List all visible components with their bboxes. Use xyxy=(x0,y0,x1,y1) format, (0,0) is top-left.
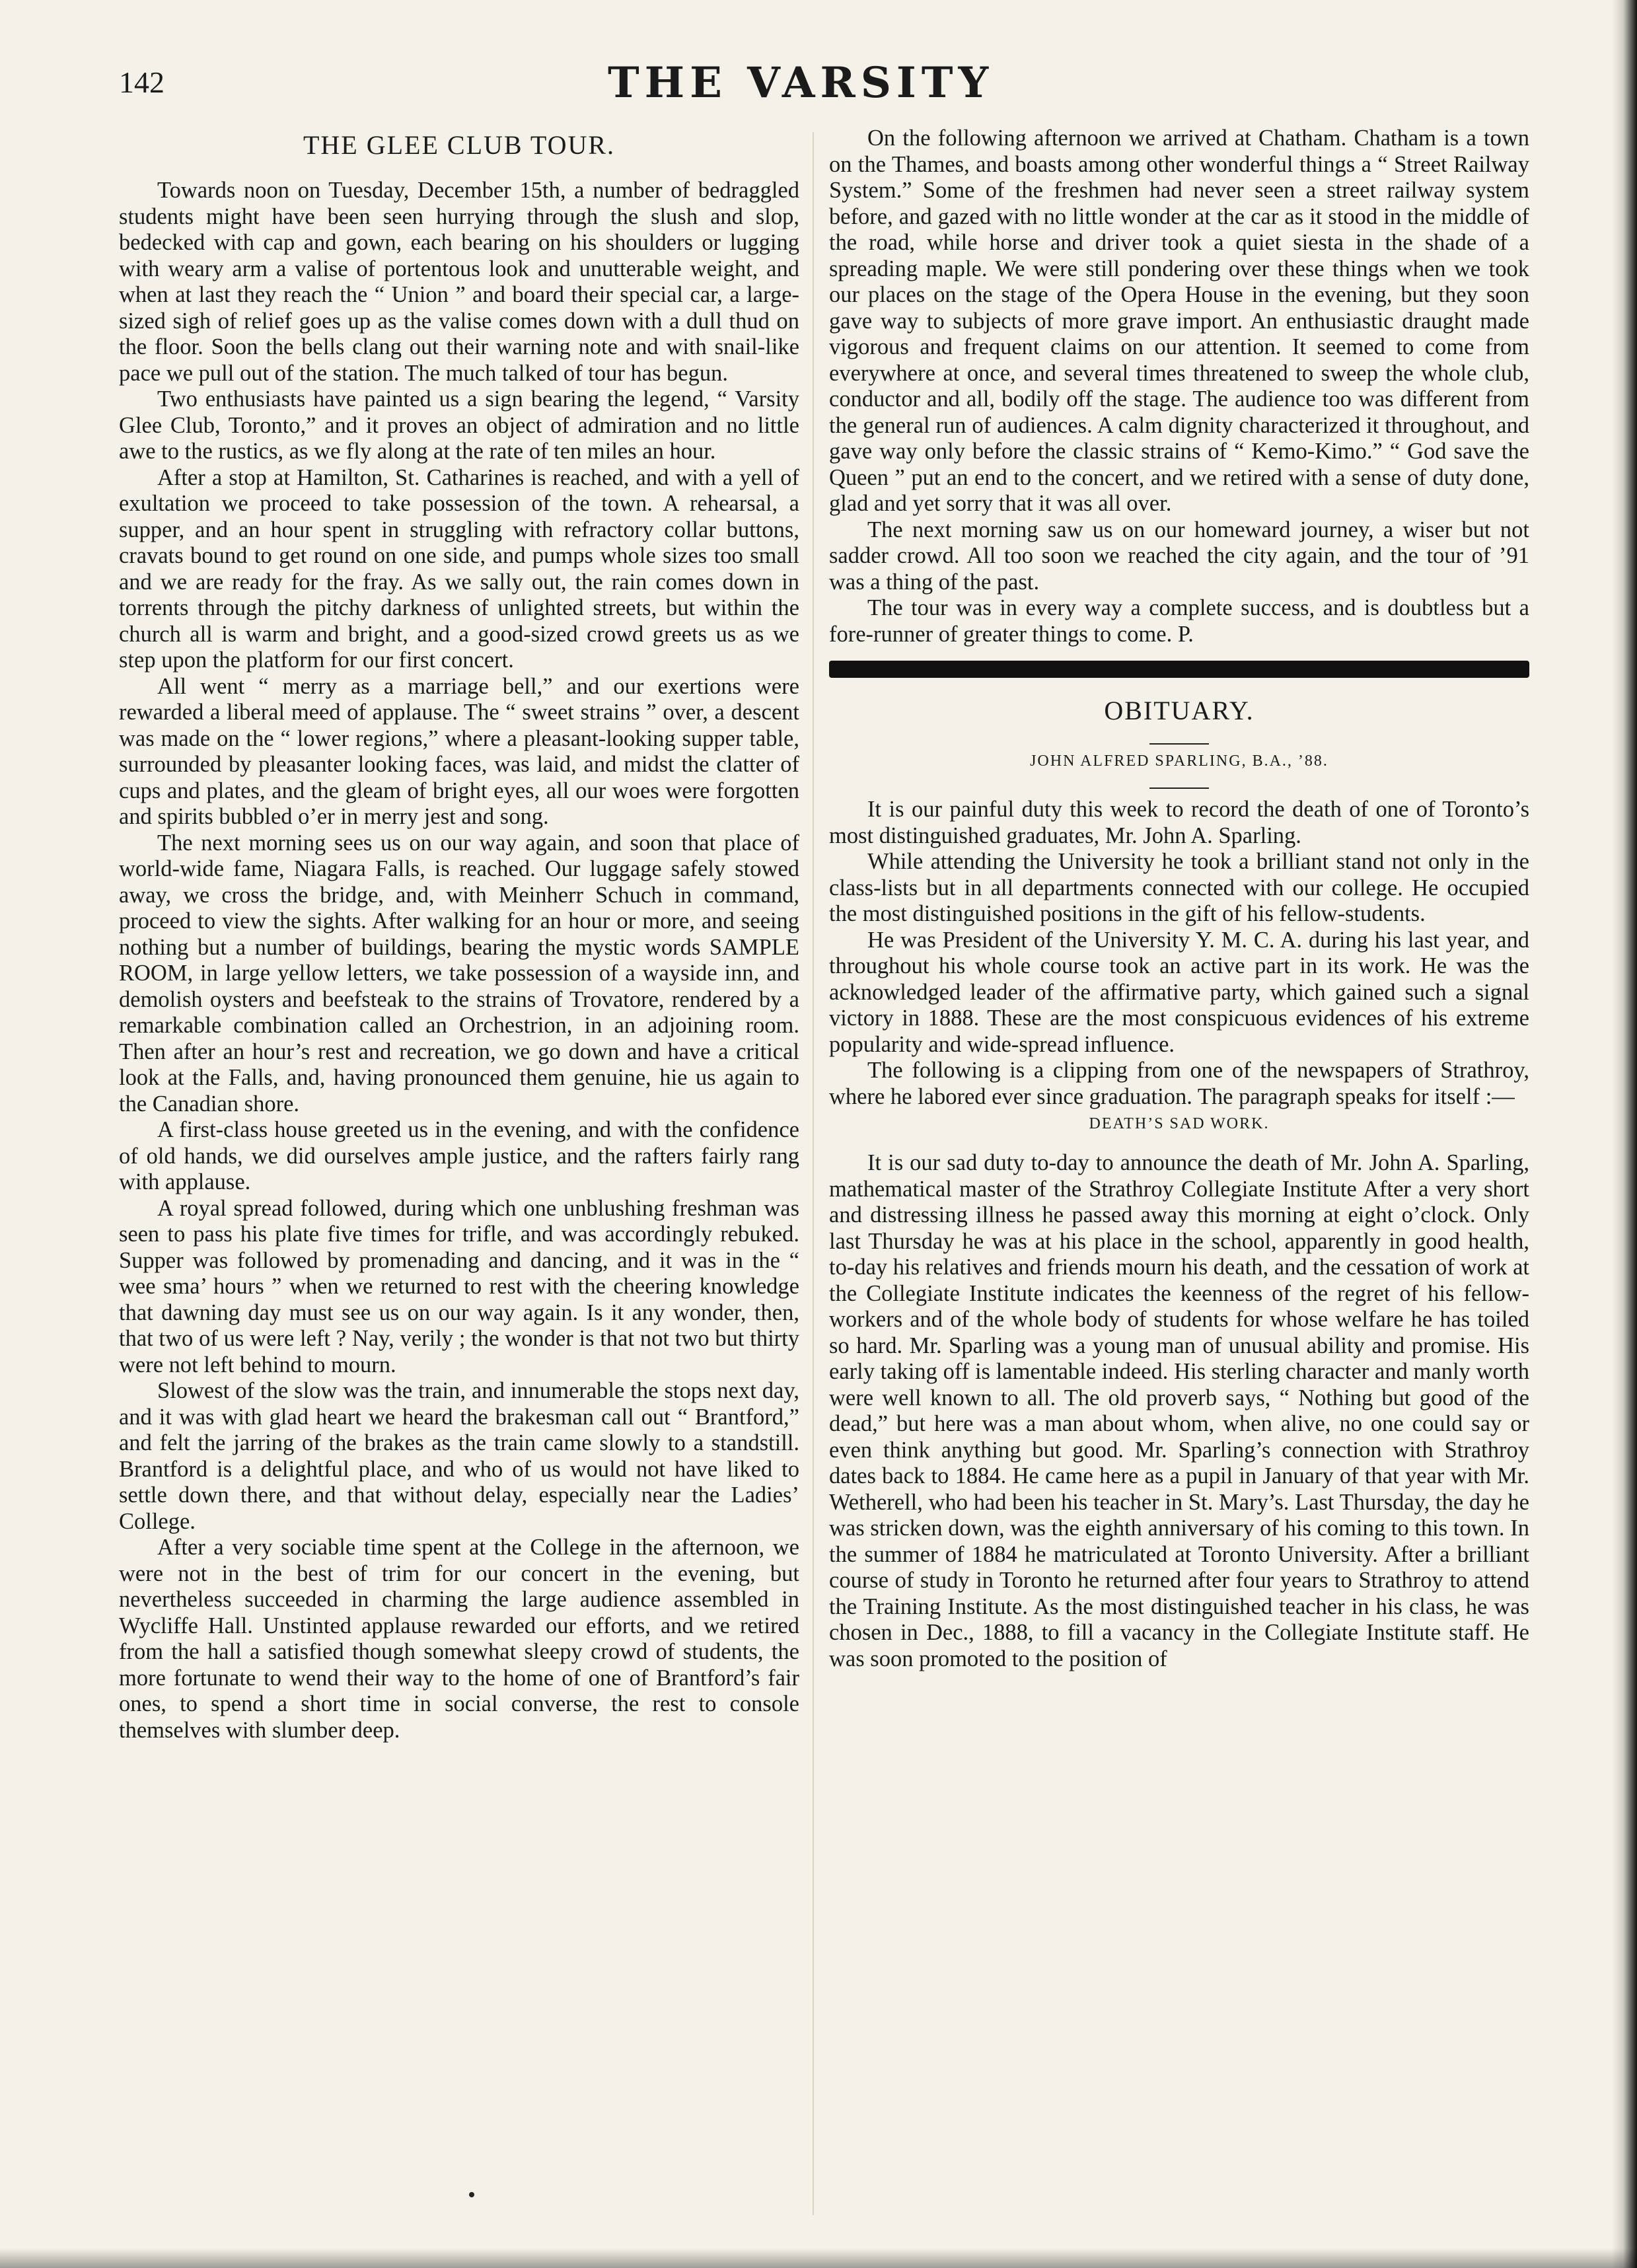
section-rule xyxy=(829,661,1529,678)
paragraph: A first-class house greeted us in the evening, and with the confidence of old hands, we did ourselves ample justice, and the rafters fairly rang with applause. xyxy=(119,1117,799,1194)
paragraph: On the following afternoon we arrived at Chatham. Chatham is a town on the Thames, and boasts among other wonderful things a “ Street Railway System.” Some of the freshmen had never seen a street railway system before, and gazed with no little wonder at the car as it stood in the middle of the road, while horse and driver took a quiet siesta in the shade of a spreading maple. We were still pondering over these things when we took our places on the stage of the Opera House in the evening, but they soon gave way to subjects of more grave import. An enthusiastic draught made vigorous and frequent claims on our attention. It seemed to come from everywhere at once, and several times threatened to sweep the whole club, conductor and all, bodily off the stage. The audience too was different from the general run of audiences. A calm dignity characterized it throughout, and gave way only before the classic strains of “ Kemo-Kimo.” “ God save the Queen ” put an end to the concert, and we retired with a sense of duty done, glad and yet sorry that it was all over. xyxy=(829,126,1529,516)
right-column xyxy=(829,126,1529,2228)
paragraph: Two enthusiasts have painted us a sign bearing the legend, “ Varsity Glee Club, Toronto,” and it proves an object of admiration and no little awe to the rustics, as we fly along at the rate of ten miles an hour. xyxy=(119,386,799,464)
paragraph: The following is a clipping from one of the newspapers of Strathroy, where he labored ever since graduation. The paragraph speaks for itself :— xyxy=(829,1058,1529,1109)
clipping-title: DEATH’S SAD WORK. xyxy=(1089,1115,1270,1132)
paragraph: Towards noon on Tuesday, December 15th, a number of bedraggled students might have been seen hurrying through the slush and slop, bedecked with cap and gown, each bearing on his shoulders or lugging with weary arm a valise of portentous look and unutterable weight, and when at last they reach the “ Union ” and board their special car, a large-sized sigh of relief goes up as the valise comes down with a dull thud on the floor. Soon the bells clang out their warning note and with snail-like pace we pull out of the station. The much talked of tour has begun. xyxy=(119,178,799,386)
scan-bottom-shadow xyxy=(0,2248,1637,2268)
title-underline xyxy=(1149,743,1209,745)
paragraph: Slowest of the slow was the train, and innumerable the stops next day, and it was with glad heart we heard the brakesman call out “ Brantford,” and felt the jarring of the brakes as the train came slowly to a standstill. Brantford is a delightful place, and who of us would not have liked to settle down there, and that without delay, especially near the Ladies’ College. xyxy=(119,1378,799,1534)
subtitle-underline xyxy=(1149,787,1209,789)
paragraph: The next morning sees us on our way again, and soon that place of world-wide fame, Niagara Falls, is reached. Our luggage safely stowed away, we cross the bridge, and, with Meinherr Schuch in command, proceed to view the sights. After walking for an hour or more, and seeing nothing but a number of buildings, bearing the mystic words SAMPLE ROOM, in large yellow letters, we take possession of a wayside inn, and demolish oysters and beefsteak to the strains of Trovatore, rendered by a remarkable combination called an Orchestrion, in an adjoining room. Then after an hour’s rest and recreation, we go down and have a critical look at the Falls, and, having pronounced them genuine, hie us again to the Canadian shore. xyxy=(119,830,799,1116)
page-number: 142 xyxy=(119,65,164,99)
article-title-glee-club: THE GLEE CLUB TOUR. xyxy=(303,130,616,160)
scan-edge-shadow xyxy=(1612,0,1637,2268)
column-divider xyxy=(813,132,814,2215)
paragraph: It is our painful duty this week to record the death of one of Toronto’s most distinguished graduates, Mr. John A. Sparling. xyxy=(829,797,1529,848)
page-header xyxy=(119,58,1531,111)
article-title-obituary: OBITUARY. xyxy=(1104,696,1255,725)
clipping-paragraph: It is our sad duty to-day to announce the death of Mr. John A. Sparling, mathematical master of the Strathroy Collegiate Institute After a very short and distressing illness he passed away this morning at eight o’clock. Only last Thursday he was at his place in the school, apparently in good health, to-day his relatives and friends mourn his death, and the cessation of work at the Collegiate Institute indicates the keenness of the regret of his fellow-workers and of the whole body of students for whose welfare he has toiled so hard. Mr. Sparling was a young man of unusual ability and promise. His early taking off is lamentable indeed. His sterling character and manly worth were well known to all. The old proverb says, “ Nothing but good of the dead,” but here was a man about whom, when alive, no one could say or even think anything but good. Mr. Sparling’s connection with Strathroy dates back to 1884. He came here as a pupil in January of that year with Mr. Wetherell, who had been his teacher in St. Mary’s. Last Thursday, the day he was stricken down, was the eighth anniversary of his coming to this town. In the summer of 1884 he matriculated at Toronto University. After a brilliant course of study in Toronto he returned after four years to Strathroy to attend the Training Institute. As the most distinguished teacher in his class, he was chosen in Dec., 1888, to fill a vacancy in the Collegiate Institute staff. He was soon promoted to the position of xyxy=(829,1150,1529,1671)
paragraph: The tour was in every way a complete success, and is doubtless but a fore-runner of greater things to come. P. xyxy=(829,595,1529,647)
masthead: THE VARSITY xyxy=(608,58,994,108)
paragraph: All went “ merry as a marriage bell,” and our exertions were rewarded a liberal meed of applause. The “ sweet strains ” over, a descent was made on the “ lower regions,” where a pleasant-looking supper table, surrounded by pleasanter looking faces, was laid, and midst the clatter of cups and plates, and the gleam of bright eyes, all our woes were forgotten and spirits bubbled o’er in merry jest and song. xyxy=(119,673,799,829)
paragraph: He was President of the University Y. M. C. A. during his last year, and throughout his whole course took an active part in its work. He was the acknowledged leader of the affirmative party, which gained such a signal victory in 1888. These are the most conspicuous evidences of his extreme popularity and wide-spread influence. xyxy=(829,927,1529,1057)
paragraph: A royal spread followed, during which one unblushing freshman was seen to pass his plate five times for trifle, and was accordingly rebuked. Supper was followed by promenading and dancing, and it was in the “ wee sma’ hours ” when we returned to rest with the cheering knowledge that dawning day must see us on our way again. Is it any wonder, then, that two of us were left ? Nay, verily ; the wonder is that not two but thirty were not left behind to mourn. xyxy=(119,1195,799,1377)
paragraph: After a stop at Hamilton, St. Catharines is reached, and with a yell of exultation we proceed to take possession of the town. A rehearsal, a supper, and an hour spent in struggling with refractory collar buttons, cravats bound to get round on one side, and pumps whole sizes too small and we are ready for the fray. As we sally out, the rain comes down in torrents through the pitchy darkness of unlighted streets, but within the church all is warm and bright, and a good-sized crowd greets us as we step upon the platform for our first concert. xyxy=(119,464,799,673)
obituary-subtitle: JOHN ALFRED SPARLING, B.A., ’88. xyxy=(1030,752,1328,770)
print-mark xyxy=(469,2192,474,2197)
paragraph: The next morning saw us on our homeward journey, a wiser but not sadder crowd. All too soon we reached the city again, and the tour of ’91 was a thing of the past. xyxy=(829,517,1529,595)
paragraph: After a very sociable time spent at the College in the afternoon, we were not in the best of trim for our concert in the evening, but nevertheless succeeded in charming the large audience assembled in Wycliffe Hall. Unstinted applause rewarded our efforts, and we retired from the hall a satisfied though somewhat sleepy crowd of students, the more fortunate to wend their way to the home of one of Brantford’s fair ones, to spend a short time in social converse, the rest to console themselves with slumber deep. xyxy=(119,1535,799,1743)
paragraph: While attending the University he took a brilliant stand not only in the class-lists but in all departments connected with our college. He occupied the most distinguished positions in the gift of his fellow-students. xyxy=(829,849,1529,926)
left-column xyxy=(119,126,799,2228)
